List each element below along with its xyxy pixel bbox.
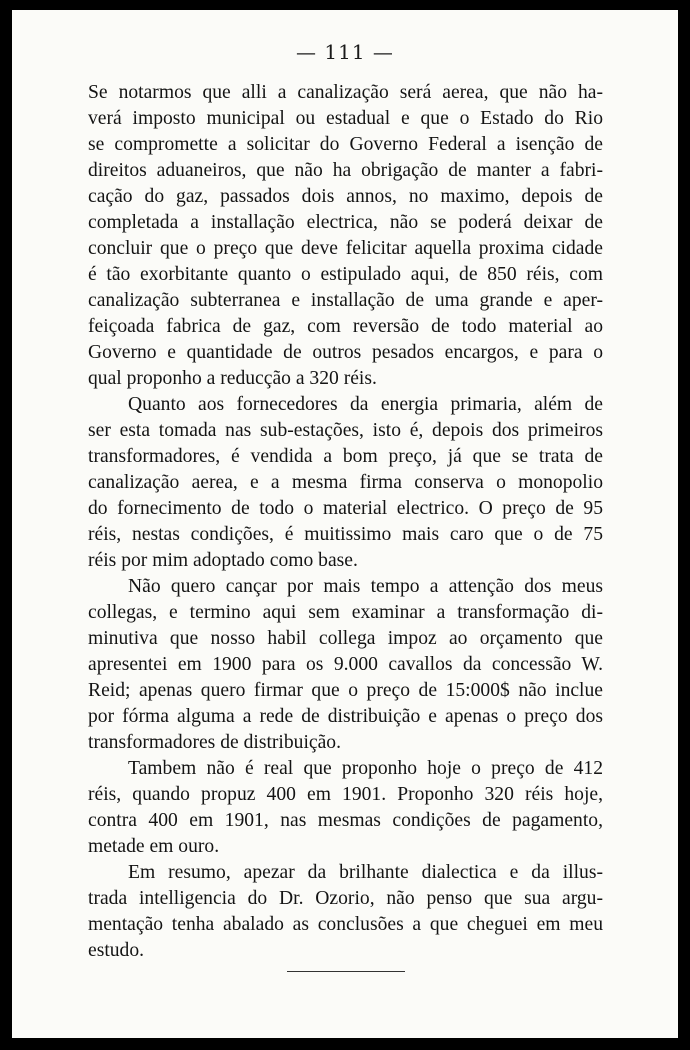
text-line: collegas, e termino aqui sem examinar a transformação di- xyxy=(88,602,603,623)
text-line: Governo e quantidade de outros pesados encargos, e para o xyxy=(88,342,603,363)
text-line: verá imposto municipal ou estadual e que o Estado do Rio xyxy=(88,108,603,129)
text-line: ser esta tomada nas sub-estações, isto é, depois dos primeiros xyxy=(88,420,603,441)
text-line: réis, quando propuz 400 em 1901. Proponho 320 réis hoje, xyxy=(88,784,603,805)
text-line: estudo. xyxy=(88,940,145,961)
text-line: réis, nestas condições, é muitissimo mais caro que o de 75 xyxy=(88,524,603,545)
text-line: cação do gaz, passados dois annos, no maximo, depois de xyxy=(88,186,603,207)
text-line: minutiva que nosso habil collega impoz ao orçamento que xyxy=(88,628,603,649)
text-line: feiçoada fabrica de gaz, com reversão de todo material ao xyxy=(88,316,603,337)
text-line: canalização subterranea e installação de uma grande e aper- xyxy=(88,290,603,311)
text-line: Não quero cançar por mais tempo a attenção dos meus xyxy=(128,576,603,597)
text-line: contra 400 em 1901, nas mesmas condições de pagamento, xyxy=(88,810,603,831)
text-line: réis por mim adoptado como base. xyxy=(88,550,358,571)
text-line: Tambem não é real que proponho hoje o preço de 412 xyxy=(128,758,603,779)
paragraph-1 xyxy=(88,80,603,392)
paragraph-4 xyxy=(88,756,603,860)
paragraph-5 xyxy=(88,860,603,964)
text-line: apresentei em 1900 para os 9.000 cavallos da concessão W. xyxy=(88,654,603,675)
text-line: é tão exorbitante quanto o estipulado aqui, de 850 réis, com xyxy=(88,264,603,285)
paragraph-2 xyxy=(88,392,603,574)
text-line: direitos aduaneiros, que não ha obrigação de manter a fabri- xyxy=(88,160,603,181)
end-rule xyxy=(287,971,405,972)
text-line: Se notarmos que alli a canalização será aerea, que não ha- xyxy=(88,82,603,103)
text-line: concluir que o preço que deve felicitar aquella proxima cidade xyxy=(88,238,603,259)
text-line: qual proponho a reducção a 320 réis. xyxy=(88,368,377,389)
text-line: transformadores, é vendida a bom preço, já que se trata de xyxy=(88,446,603,467)
text-line: se compromette a solicitar do Governo Federal a isenção de xyxy=(88,134,603,155)
text-line: completada a installação electrica, não se poderá deixar de xyxy=(88,212,603,233)
page-number: — 111 — xyxy=(296,40,394,64)
text-line: por fórma alguma a rede de distribuição e apenas o preço dos xyxy=(88,706,603,727)
text-line: trada intelligencia do Dr. Ozorio, não penso que sua argu- xyxy=(88,888,603,909)
text-line: canalização aerea, e a mesma firma conserva o monopolio xyxy=(88,472,603,493)
text-line: do fornecimento de todo o material electrico. O preço de 95 xyxy=(88,498,603,519)
paragraph-3 xyxy=(88,574,603,756)
text-line: Reid; apenas quero firmar que o preço de 15:000$ não inclue xyxy=(88,680,603,701)
text-line: Em resumo, apezar da brilhante dialectica e da illus- xyxy=(128,862,603,883)
book-page xyxy=(12,10,678,1038)
body-text xyxy=(88,80,603,964)
text-line: mentação tenha abalado as conclusões a que cheguei em meu xyxy=(88,914,603,935)
text-line: transformadores de distribuição. xyxy=(88,732,342,753)
text-line: metade em ouro. xyxy=(88,836,220,857)
text-line: Quanto aos fornecedores da energia primaria, além de xyxy=(128,394,603,415)
